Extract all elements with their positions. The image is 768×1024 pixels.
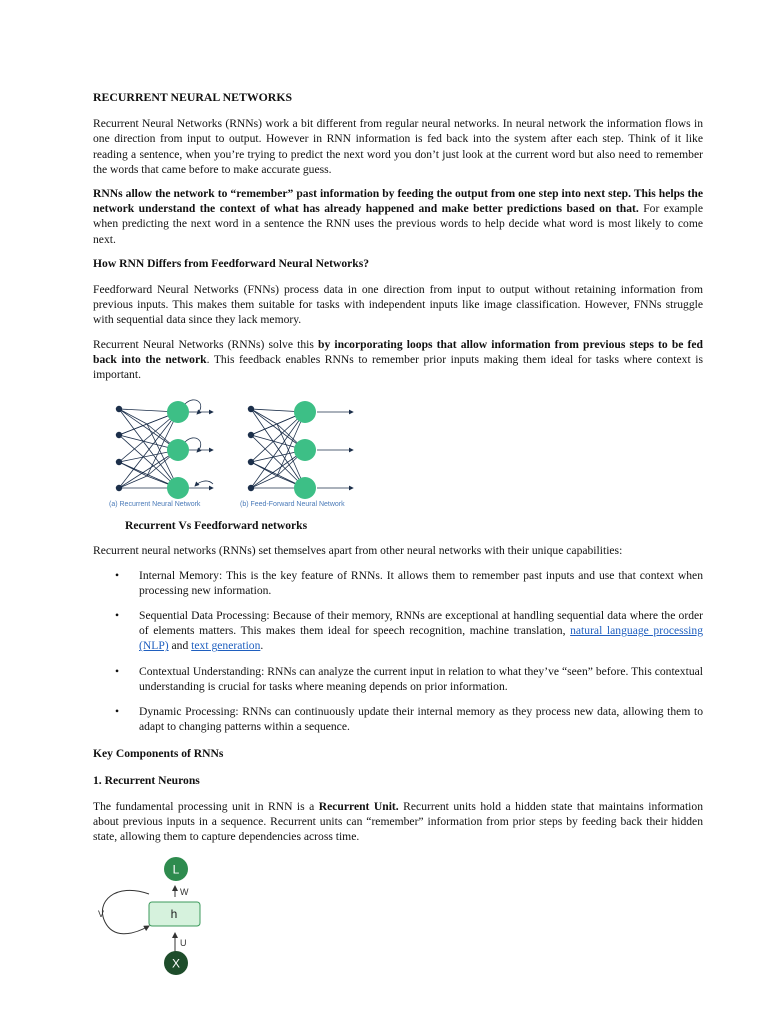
bullet-text-context: Contextual Understanding: RNNs can analyze the current input in relation to what they’ve “seen” before. This contextual understanding is crucial for tasks where meaning depends on prior information. [139,664,703,693]
list-item [93,608,703,654]
weight-w-label: W [180,886,189,897]
bullet-text-dynamic: Dynamic Processing: RNNs can continuously update their internal memory as they process new data, allowing them to adapt to changing patterns within a sequence. [139,705,703,734]
recurrent-loop-arrow [102,890,149,933]
rnn-vs-ffn-figure [99,396,703,508]
caption-recurrent: (a) Recurrent Neural Network [109,501,201,509]
feedforward-input-nodes [248,406,254,491]
caption-feedforward: (b) Feed-Forward Neural Network [240,501,345,509]
section-heading-neurons: 1. Recurrent Neurons [93,773,200,787]
memory-rest-text: For example when predicting the next word in a sentence the RNN uses the previous words to help decide what word is most likely to come next. [93,202,703,246]
list-item [93,568,703,598]
bullet-dot: • [115,664,120,678]
neurons-bold: Recurrent Unit. [318,799,399,813]
hidden-state-label: h [170,906,178,921]
recurrent-input-nodes [116,406,122,491]
bullet-period: . [260,639,264,653]
rnn-loop-bold: by incorporating loops that allow information from previous steps to be fed back into the network [93,337,704,366]
feedforward-hidden-nodes [294,401,316,499]
bullet-text-memory: Internal Memory: This is the key feature of RNNs. It allows them to remember past inputs and use that context when processing new information. [139,568,703,597]
bullet-and-text: and [168,639,192,653]
figure-title: Recurrent Vs Feedforward networks [125,519,308,533]
bullet-dot: • [115,609,120,623]
memory-bold-text: RNNs allow the network to “remember” past information by feeding the output from one step into next step. This helps the network understand the context of what has already happened and make better predictions based on that. [93,187,703,216]
section-heading-components: Key Components of RNNs [93,747,224,761]
intro-paragraph: Recurrent Neural Networks (RNNs) work a bit different from regular neural networks. In neural network the information flows in one direction from input to output. However in RNN information is fed back into the system after each step. Think of it like reading a sentence, when you’re trying to predict the next word you don’t just look at the current word but also need to remember the words that came before to make accurate guess. [93,117,703,176]
recurrent-hidden-nodes [167,401,189,499]
weight-v-label: V [98,908,105,919]
recurrent-network-graphic [119,400,213,488]
nlp-link[interactable]: natural language processing (NLP) [139,624,703,653]
capabilities-list [93,568,703,735]
neurons-text-c: Recurrent units hold a hidden state that maintains information about previous inputs in a sequence. Recurrent units can “remember” information from prior steps by feeding back their hidden state, allowing them to capture dependencies across time. [93,799,703,844]
ffn-paragraph: Feedforward Neural Networks (FNNs) process data in one direction from input to output without retaining information from previous inputs. This makes them suitable for tasks with independent inputs like image classification. However, FNNs struggle with sequential data since they lack memory. [93,283,703,327]
weight-u-label: U [180,937,187,948]
output-node-label: L [172,862,180,876]
document-page [93,90,703,984]
recurrent-unit-diagram [93,854,223,980]
rnn-loop-text-c: . This feedback enables RNNs to remember prior inputs making them ideal for tasks where context is important. [93,352,703,382]
capabilities-intro: Recurrent neural networks (RNNs) set themselves apart from other neural networks with their unique capabilities: [93,544,623,558]
recurrent-unit-figure [93,854,703,984]
neurons-paragraph [93,799,703,845]
memory-paragraph [93,186,703,247]
rnn-loop-paragraph [93,337,703,383]
section-heading-difference: How RNN Differs from Feedforward Neural Networks? [93,256,370,270]
bullet-dot: • [115,705,120,719]
bullet-dot: • [115,568,120,582]
list-item [93,704,703,734]
network-diagram [99,396,369,508]
bullet-text-sequential: Sequential Data Processing: Because of their memory, RNNs are exceptional at handling sequential data where the order of elements matters. This makes them ideal for speech recognition, machine translation, [139,609,703,638]
page-title: RECURRENT NEURAL NETWORKS [93,90,293,104]
input-node-label: X [171,956,181,970]
text-generation-link[interactable]: text generation [191,639,261,653]
rnn-loop-text-a: Recurrent Neural Networks (RNNs) solve this [93,337,318,351]
neurons-text-a: The fundamental processing unit in RNN is a [93,799,319,813]
list-item [93,664,703,694]
